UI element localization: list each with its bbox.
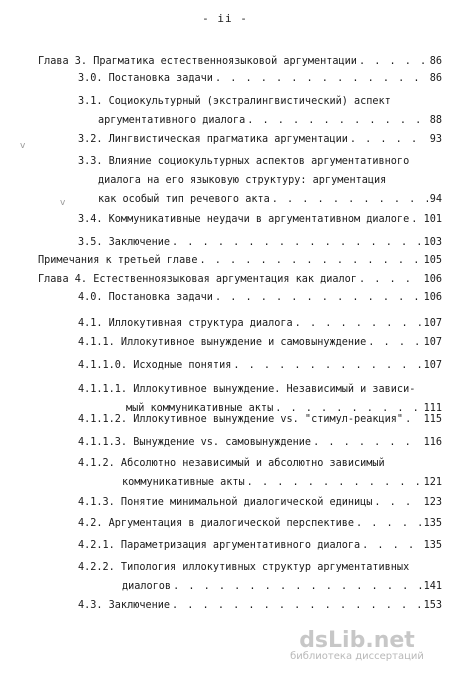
toc-entry-title: 4.2. Аргументация в диалогической перспективе [78, 518, 355, 529]
toc-line [78, 437, 442, 449]
toc-line [78, 600, 442, 612]
toc-page-number: 123 [423, 497, 442, 508]
toc-entry-title: 4.1.1.3. Вынуждение vs. самовынуждение [78, 437, 312, 448]
toc-page-number: 103 [423, 237, 442, 248]
toc-entry-title: 4.0. Постановка задачи [78, 292, 213, 303]
toc-leader-dots [172, 237, 422, 249]
toc-leader-dots [215, 292, 422, 304]
toc-entry-title: диалогов [122, 581, 172, 592]
toc-line [78, 360, 442, 372]
toc-line [78, 73, 442, 85]
toc-entry-title: 3.3. Влияние социокультурных аспектов аргументативного [78, 156, 410, 167]
toc-line [122, 477, 442, 489]
toc-page-number: 153 [423, 600, 442, 611]
toc-line [38, 255, 442, 267]
toc-page-number: 141 [423, 581, 442, 592]
toc-page-number: 111 [423, 403, 442, 414]
toc-line [78, 540, 442, 552]
toc-line [78, 384, 415, 396]
toc-page-number: 105 [423, 255, 442, 266]
toc-page-number: 106 [423, 274, 442, 285]
toc-entry-title: как особый тип речевого акта [98, 194, 270, 205]
toc-page-number: 135 [423, 518, 442, 529]
toc-leader-dots [295, 318, 422, 330]
toc-page-number: 106 [423, 292, 442, 303]
toc-entry-title: 4.1.1.1. Иллокутивное вынуждение. Независимый и зависи- [78, 384, 416, 395]
toc-entry-title: 3.4. Коммуникативные неудачи в аргументативном диалоге [78, 214, 410, 225]
toc-line [38, 56, 442, 68]
page-number: - ii - [202, 12, 248, 25]
toc-leader-dots [272, 194, 428, 206]
toc-page-number: 93 [429, 134, 442, 145]
toc-leader-dots [362, 540, 421, 552]
toc-line [38, 274, 442, 286]
watermark-logo: dsLib.net [299, 628, 415, 653]
toc-line [78, 292, 442, 304]
toc-entry-title: 4.2.1. Параметризация аргументативного диалога [78, 540, 361, 551]
toc-entry-title: 3.0. Постановка задачи [78, 73, 213, 84]
toc-page-number: 116 [423, 437, 442, 448]
toc-page-number: 115 [423, 414, 442, 425]
toc-page-number: 135 [423, 540, 442, 551]
toc-line [78, 518, 442, 530]
toc-leader-dots [313, 437, 422, 449]
toc-entry-title: аргументативного диалога [98, 115, 246, 126]
toc-page-number: 107 [423, 337, 442, 348]
toc-leader-dots [247, 115, 428, 127]
toc-entry-title: 4.1.1.0. Исходные понятия [78, 360, 232, 371]
toc-entry-title: Примечания к третьей главе [38, 255, 198, 266]
toc-entry-title: 4.1.2. Абсолютно независимый и абсолютно зависимый [78, 458, 385, 469]
toc-line [78, 562, 409, 574]
toc-line [78, 96, 391, 108]
toc-leader-dots [411, 214, 421, 226]
toc-leader-dots [199, 255, 421, 267]
toc-entry-title: 4.3. Заключение [78, 600, 171, 611]
toc-leader-dots [350, 134, 428, 146]
toc-line [78, 237, 442, 249]
toc-entry-title: мый коммуникативные акты [126, 403, 274, 414]
toc-entry-title: 3.2. Лингвистическая прагматика аргументации [78, 134, 348, 145]
toc-leader-dots [359, 56, 428, 68]
toc-line [78, 458, 385, 470]
toc-line [98, 194, 442, 206]
toc-line [122, 581, 442, 593]
toc-line [78, 214, 442, 226]
toc-line [78, 337, 442, 349]
toc-leader-dots [172, 600, 422, 612]
toc-entry-title: 4.1.1. Иллокутивное вынуждение и самовынуждение [78, 337, 367, 348]
toc-entry-title: коммуникативные акты [122, 477, 245, 488]
toc-page-number: 86 [429, 56, 442, 67]
toc-line [78, 414, 442, 426]
toc-line [78, 497, 442, 509]
toc-page-number: 121 [423, 477, 442, 488]
toc-leader-dots [374, 497, 421, 509]
toc-line [98, 175, 386, 187]
toc-entry-title: 3.1. Социокультурный (экстралингвистический) аспект [78, 96, 391, 107]
toc-entry-title: 4.1.1.2. Иллокутивное вынуждение vs. "стимул-реакция" [78, 414, 404, 425]
toc-entry-title: Глава 3. Прагматика естественноязыковой аргументации [38, 56, 357, 67]
watermark [282, 628, 432, 662]
toc-line [78, 156, 409, 168]
toc-leader-dots [247, 477, 422, 489]
toc-entry-title: 4.1. Иллокутивная структура диалога [78, 318, 293, 329]
toc-page-number: 86 [429, 73, 442, 84]
watermark-subtitle: библиотека диссертаций [290, 651, 424, 662]
toc-leader-dots [368, 337, 421, 349]
toc-entry-title: 3.5. Заключение [78, 237, 171, 248]
margin-mark: v [20, 141, 26, 151]
toc-line [78, 134, 442, 146]
toc-entry-title: Глава 4. Естественноязыковая аргументация как диалог [38, 274, 357, 285]
toc-leader-dots [359, 274, 422, 286]
toc-leader-dots [356, 518, 422, 530]
toc-leader-dots [405, 414, 422, 426]
toc-page-number: 101 [423, 214, 442, 225]
toc-page-number: 88 [429, 115, 442, 126]
toc-line [98, 115, 442, 127]
toc-leader-dots [233, 360, 421, 372]
toc-line [78, 318, 442, 330]
margin-mark: v [60, 198, 66, 208]
toc-entry-title: 4.1.3. Понятие минимальной диалогической единицы [78, 497, 373, 508]
toc-entry-title: диалога на его языковую структуру: аргументация [98, 175, 387, 186]
toc-leader-dots [215, 73, 428, 85]
toc-page-number: 107 [423, 360, 442, 371]
toc-leader-dots [173, 581, 422, 593]
toc-page-number: 107 [423, 318, 442, 329]
toc-entry-title: 4.2.2. Типология иллокутивных структур аргументативных [78, 562, 410, 573]
toc-page-number: 94 [429, 194, 442, 205]
